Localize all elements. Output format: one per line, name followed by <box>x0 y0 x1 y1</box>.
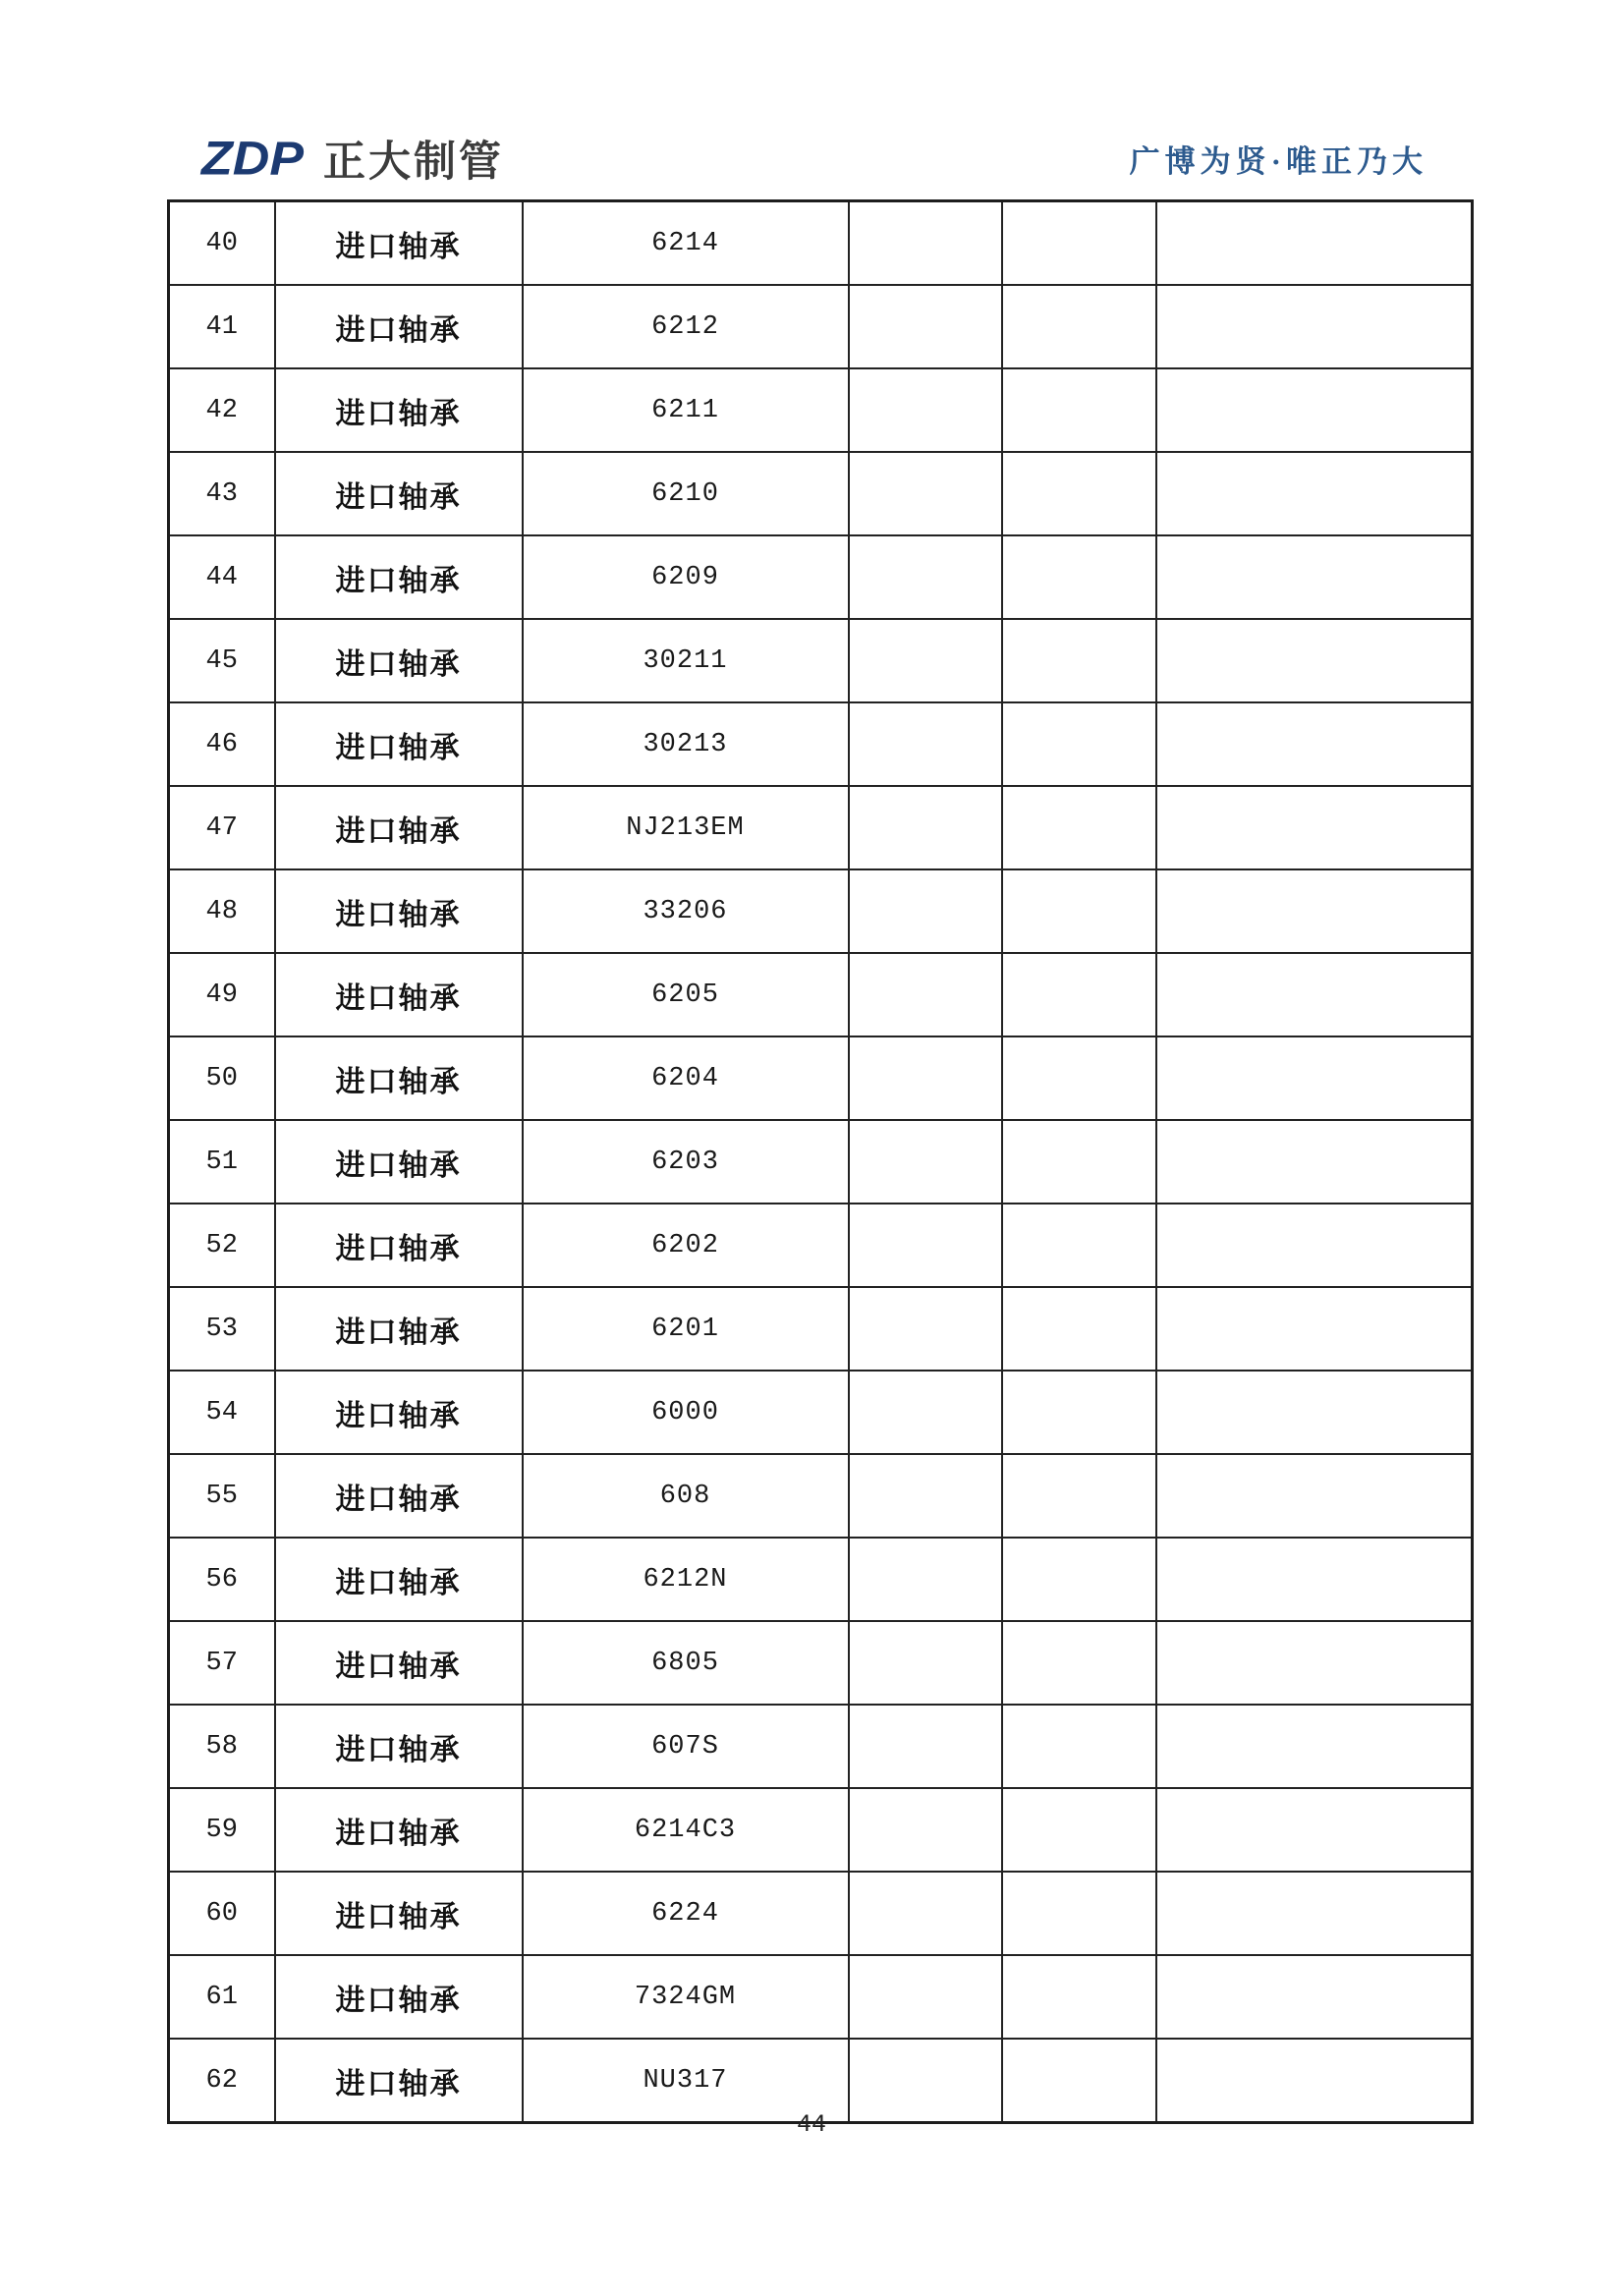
empty-cell-b <box>1002 285 1156 368</box>
model-cell: 6204 <box>523 1036 849 1120</box>
empty-cell-c <box>1156 869 1473 953</box>
empty-cell-c <box>1156 368 1473 452</box>
row-number-cell: 53 <box>169 1287 275 1371</box>
empty-cell-a <box>849 368 1002 452</box>
empty-cell-c <box>1156 1538 1473 1621</box>
part-name-cell: 进口轴承 <box>275 1287 523 1371</box>
table-row <box>169 285 1473 368</box>
empty-cell-a <box>849 1454 1002 1538</box>
table-row <box>169 1454 1473 1538</box>
empty-cell-b <box>1002 1538 1156 1621</box>
part-name-cell: 进口轴承 <box>275 201 523 286</box>
empty-cell-a <box>849 1287 1002 1371</box>
empty-cell-b <box>1002 1454 1156 1538</box>
part-name-cell: 进口轴承 <box>275 1872 523 1955</box>
empty-cell-c <box>1156 1036 1473 1120</box>
row-number-cell: 54 <box>169 1371 275 1454</box>
table-row <box>169 1036 1473 1120</box>
empty-cell-c <box>1156 1204 1473 1287</box>
empty-cell-c <box>1156 619 1473 702</box>
empty-cell-a <box>849 619 1002 702</box>
row-number-cell: 51 <box>169 1120 275 1204</box>
empty-cell-a <box>849 786 1002 869</box>
empty-cell-c <box>1156 1872 1473 1955</box>
empty-cell-b <box>1002 368 1156 452</box>
part-name-cell: 进口轴承 <box>275 619 523 702</box>
table-row <box>169 1955 1473 2039</box>
part-name-cell: 进口轴承 <box>275 2039 523 2123</box>
empty-cell-b <box>1002 452 1156 535</box>
model-cell: 6212 <box>523 285 849 368</box>
model-cell: 6224 <box>523 1872 849 1955</box>
empty-cell-b <box>1002 1287 1156 1371</box>
row-number-cell: 58 <box>169 1705 275 1788</box>
row-number-cell: 62 <box>169 2039 275 2123</box>
empty-cell-b <box>1002 619 1156 702</box>
company-logo <box>201 134 504 185</box>
model-cell: 6211 <box>523 368 849 452</box>
table-row <box>169 953 1473 1036</box>
empty-cell-b <box>1002 1204 1156 1287</box>
logo-company-name: 正大制管 <box>323 139 504 186</box>
table-row <box>169 1621 1473 1705</box>
empty-cell-a <box>849 201 1002 286</box>
empty-cell-b <box>1002 1955 1156 2039</box>
empty-cell-b <box>1002 1371 1156 1454</box>
model-cell: 6214C3 <box>523 1788 849 1872</box>
empty-cell-a <box>849 1872 1002 1955</box>
row-number-cell: 40 <box>169 201 275 286</box>
model-cell: 7324GM <box>523 1955 849 2039</box>
part-name-cell: 进口轴承 <box>275 1621 523 1705</box>
model-cell: 6205 <box>523 953 849 1036</box>
empty-cell-b <box>1002 1621 1156 1705</box>
empty-cell-c <box>1156 1788 1473 1872</box>
model-cell: 607S <box>523 1705 849 1788</box>
part-name-cell: 进口轴承 <box>275 1705 523 1788</box>
empty-cell-b <box>1002 1705 1156 1788</box>
row-number-cell: 60 <box>169 1872 275 1955</box>
row-number-cell: 61 <box>169 1955 275 2039</box>
logo-zdp-text: ZDP <box>201 133 304 186</box>
row-number-cell: 56 <box>169 1538 275 1621</box>
empty-cell-c <box>1156 1120 1473 1204</box>
model-cell: 30213 <box>523 702 849 786</box>
empty-cell-c <box>1156 1454 1473 1538</box>
row-number-cell: 44 <box>169 535 275 619</box>
row-number-cell: 59 <box>169 1788 275 1872</box>
empty-cell-a <box>849 869 1002 953</box>
empty-cell-b <box>1002 1788 1156 1872</box>
row-number-cell: 57 <box>169 1621 275 1705</box>
part-name-cell: 进口轴承 <box>275 368 523 452</box>
model-cell: 33206 <box>523 869 849 953</box>
page-number: 44 <box>796 2110 826 2139</box>
model-cell: 608 <box>523 1454 849 1538</box>
model-cell: 6214 <box>523 201 849 286</box>
empty-cell-a <box>849 1036 1002 1120</box>
empty-cell-a <box>849 1538 1002 1621</box>
parts-table-body <box>169 201 1473 2123</box>
empty-cell-c <box>1156 535 1473 619</box>
row-number-cell: 52 <box>169 1204 275 1287</box>
empty-cell-c <box>1156 452 1473 535</box>
model-cell: NJ213EM <box>523 786 849 869</box>
table-row <box>169 1705 1473 1788</box>
empty-cell-c <box>1156 1371 1473 1454</box>
empty-cell-a <box>849 1955 1002 2039</box>
part-name-cell: 进口轴承 <box>275 1371 523 1454</box>
empty-cell-c <box>1156 786 1473 869</box>
part-name-cell: 进口轴承 <box>275 1036 523 1120</box>
empty-cell-a <box>849 535 1002 619</box>
table-row <box>169 869 1473 953</box>
empty-cell-a <box>849 452 1002 535</box>
empty-cell-c <box>1156 1705 1473 1788</box>
table-row <box>169 1788 1473 1872</box>
model-cell: 6209 <box>523 535 849 619</box>
model-cell: 30211 <box>523 619 849 702</box>
part-name-cell: 进口轴承 <box>275 869 523 953</box>
row-number-cell: 55 <box>169 1454 275 1538</box>
empty-cell-a <box>849 953 1002 1036</box>
empty-cell-a <box>849 1788 1002 1872</box>
model-cell: 6202 <box>523 1204 849 1287</box>
table-row <box>169 702 1473 786</box>
part-name-cell: 进口轴承 <box>275 1538 523 1621</box>
empty-cell-b <box>1002 535 1156 619</box>
empty-cell-c <box>1156 201 1473 286</box>
model-cell: 6212N <box>523 1538 849 1621</box>
empty-cell-b <box>1002 1120 1156 1204</box>
part-name-cell: 进口轴承 <box>275 1120 523 1204</box>
row-number-cell: 43 <box>169 452 275 535</box>
company-slogan: 广博为贤·唯正乃大 <box>1129 144 1427 179</box>
row-number-cell: 45 <box>169 619 275 702</box>
empty-cell-a <box>849 285 1002 368</box>
part-name-cell: 进口轴承 <box>275 285 523 368</box>
table-row <box>169 535 1473 619</box>
parts-table <box>167 199 1474 2124</box>
table-row <box>169 1872 1473 1955</box>
model-cell: NU317 <box>523 2039 849 2123</box>
part-name-cell: 进口轴承 <box>275 452 523 535</box>
table-row <box>169 619 1473 702</box>
empty-cell-c <box>1156 1621 1473 1705</box>
row-number-cell: 46 <box>169 702 275 786</box>
empty-cell-c <box>1156 285 1473 368</box>
empty-cell-b <box>1002 1872 1156 1955</box>
empty-cell-c <box>1156 702 1473 786</box>
table-row <box>169 1120 1473 1204</box>
part-name-cell: 进口轴承 <box>275 1204 523 1287</box>
row-number-cell: 42 <box>169 368 275 452</box>
empty-cell-a <box>849 1120 1002 1204</box>
empty-cell-b <box>1002 869 1156 953</box>
empty-cell-a <box>849 1621 1002 1705</box>
part-name-cell: 进口轴承 <box>275 953 523 1036</box>
table-row <box>169 1371 1473 1454</box>
empty-cell-b <box>1002 786 1156 869</box>
model-cell: 6805 <box>523 1621 849 1705</box>
model-cell: 6201 <box>523 1287 849 1371</box>
row-number-cell: 48 <box>169 869 275 953</box>
row-number-cell: 47 <box>169 786 275 869</box>
row-number-cell: 41 <box>169 285 275 368</box>
part-name-cell: 进口轴承 <box>275 1454 523 1538</box>
row-number-cell: 50 <box>169 1036 275 1120</box>
empty-cell-c <box>1156 1955 1473 2039</box>
part-name-cell: 进口轴承 <box>275 1955 523 2039</box>
model-cell: 6203 <box>523 1120 849 1204</box>
part-name-cell: 进口轴承 <box>275 786 523 869</box>
row-number-cell: 49 <box>169 953 275 1036</box>
table-row <box>169 368 1473 452</box>
table-row <box>169 1204 1473 1287</box>
table-row <box>169 786 1473 869</box>
empty-cell-c <box>1156 1287 1473 1371</box>
table-row <box>169 1287 1473 1371</box>
part-name-cell: 进口轴承 <box>275 1788 523 1872</box>
part-name-cell: 进口轴承 <box>275 702 523 786</box>
table-row <box>169 452 1473 535</box>
empty-cell-b <box>1002 953 1156 1036</box>
empty-cell-b <box>1002 1036 1156 1120</box>
empty-cell-a <box>849 1705 1002 1788</box>
empty-cell-c <box>1156 953 1473 1036</box>
empty-cell-a <box>849 702 1002 786</box>
table-row <box>169 201 1473 286</box>
model-cell: 6000 <box>523 1371 849 1454</box>
empty-cell-a <box>849 1371 1002 1454</box>
empty-cell-b <box>1002 201 1156 286</box>
part-name-cell: 进口轴承 <box>275 535 523 619</box>
table-row <box>169 1538 1473 1621</box>
empty-cell-a <box>849 1204 1002 1287</box>
empty-cell-b <box>1002 702 1156 786</box>
model-cell: 6210 <box>523 452 849 535</box>
